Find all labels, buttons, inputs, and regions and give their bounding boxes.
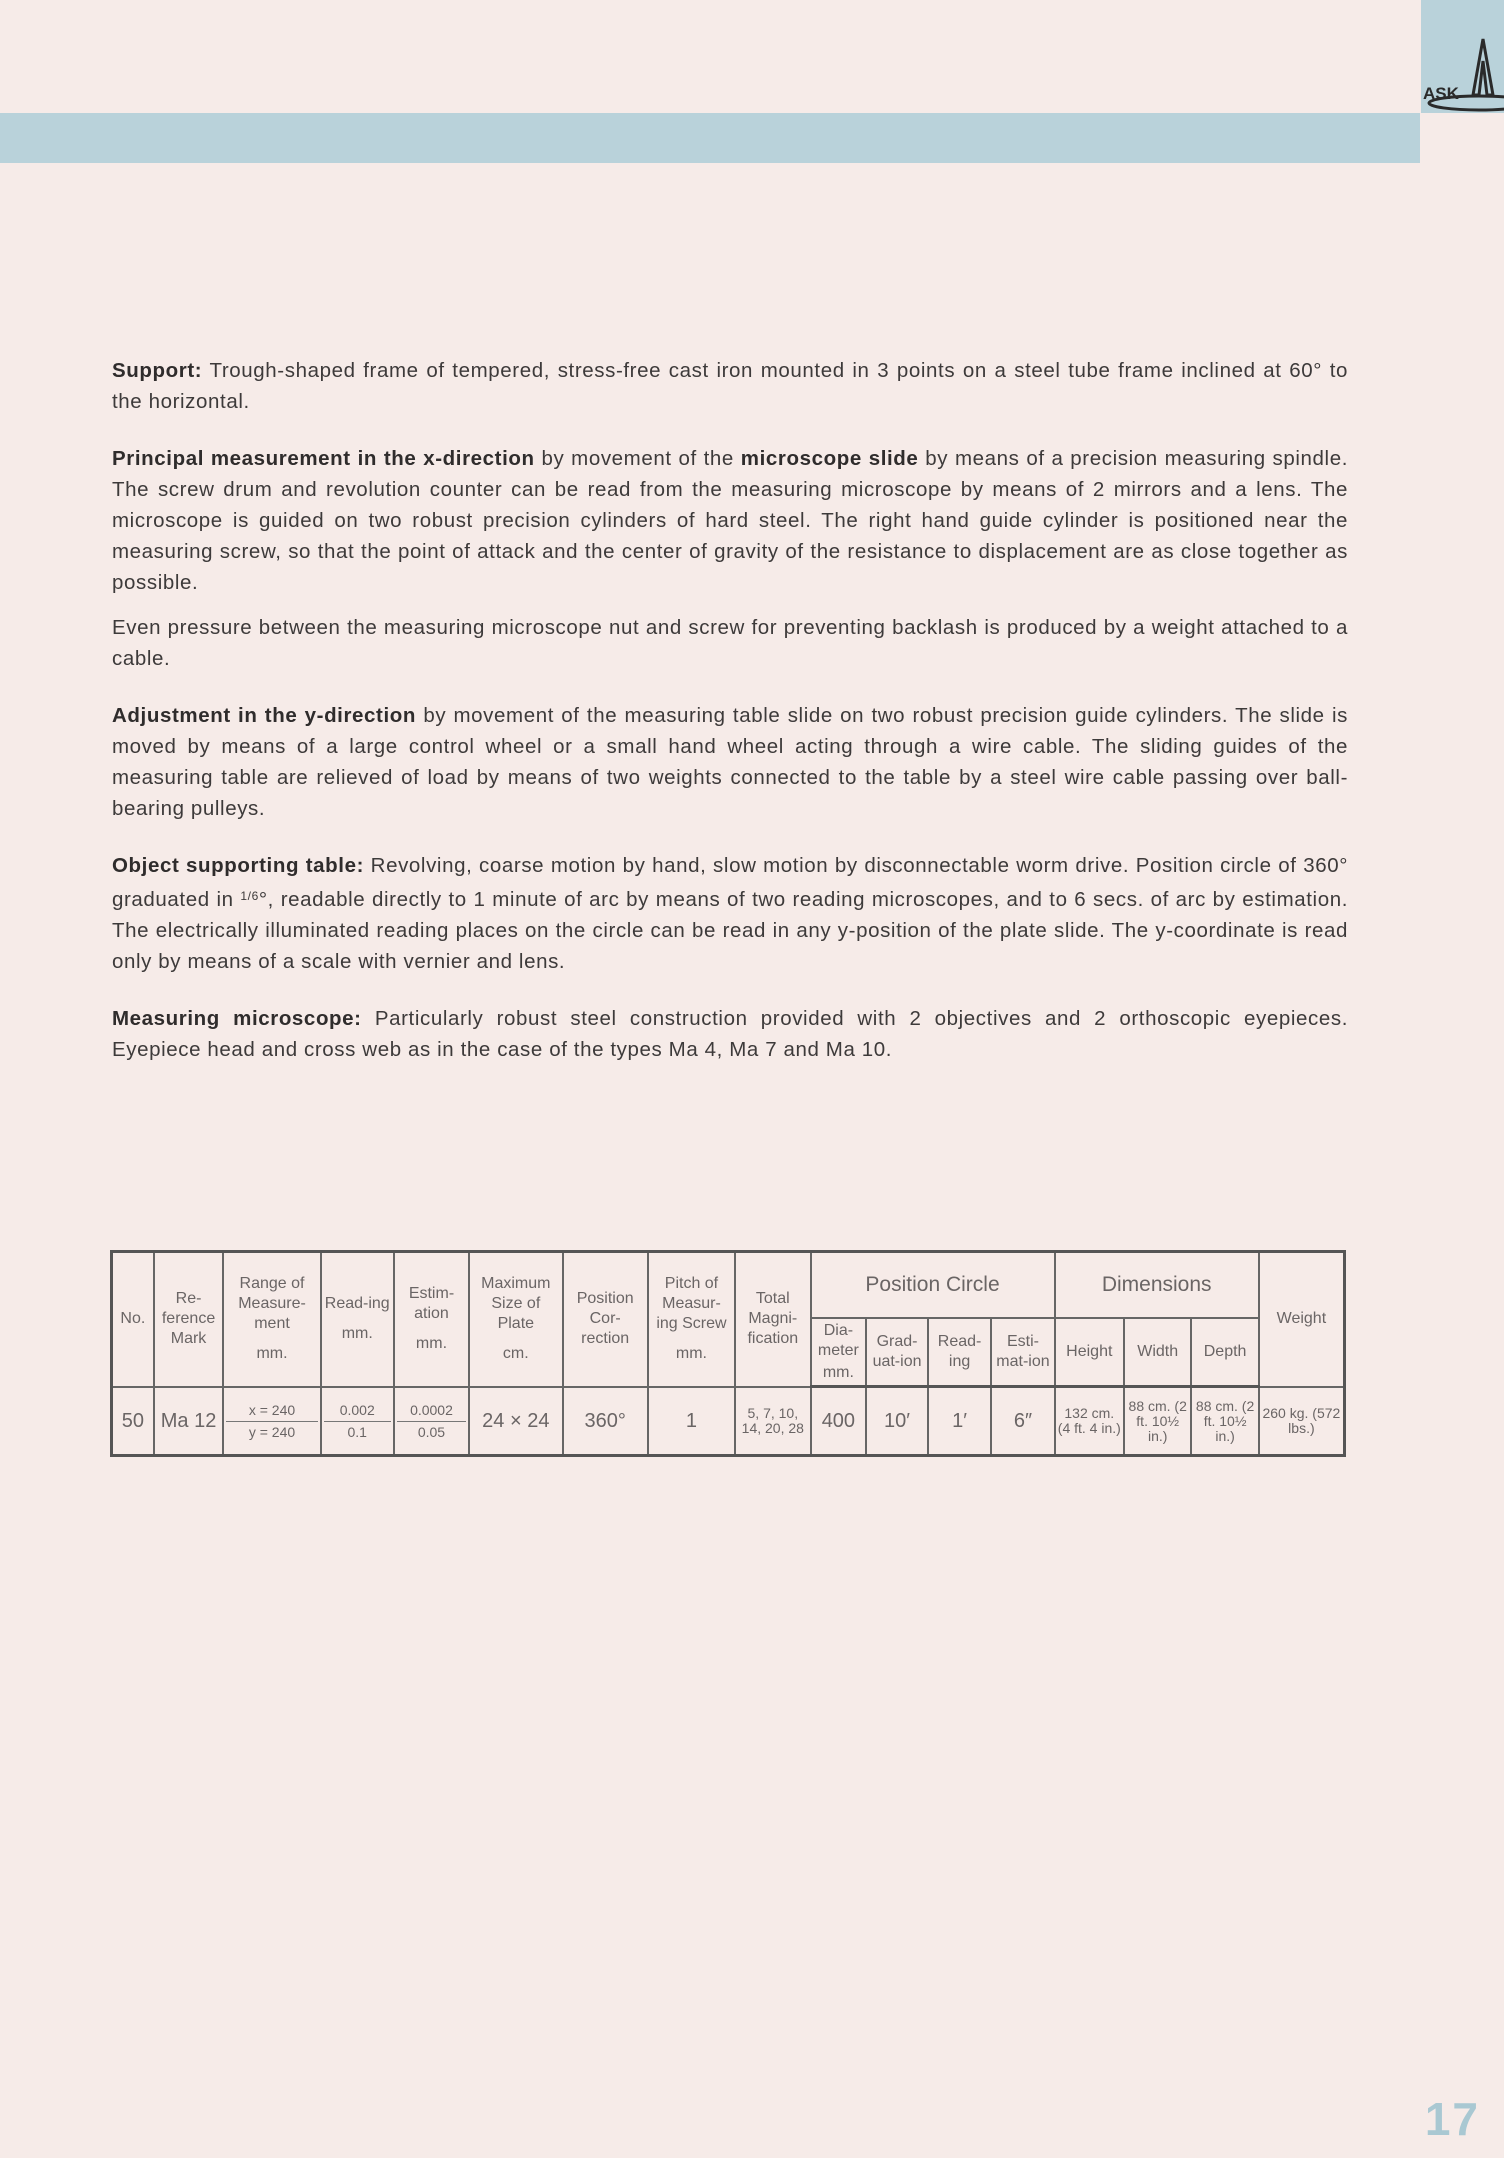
inline-bold-term: microscope slide — [740, 447, 919, 470]
col-header-estimation: Estim-ation mm. — [394, 1252, 469, 1387]
paragraph-text: Revolving, coarse motion by hand, slow motion by disconnectable worm drive. Position circle of 360° graduated in — [112, 854, 1348, 911]
col-header-graduation: Grad-uat-ion — [866, 1318, 928, 1387]
col-header-no: No. — [112, 1252, 154, 1387]
cell-width: 88 cm. (2 ft. 10½ in.) — [1124, 1387, 1191, 1456]
cell-max-size: 24 × 24 — [469, 1387, 562, 1456]
logo-text: ASK — [1423, 84, 1459, 103]
col-header-pc-reading: Read-ing — [928, 1318, 992, 1387]
col-group-dimensions: Dimensions — [1055, 1252, 1259, 1319]
col-header-pc-estimation: Esti-mat-ion — [991, 1318, 1054, 1387]
paragraph-text: Trough-shaped frame of tempered, stress-free cast iron mounted in 3 points on a steel tube frame inclined at 60° to the horizontal. — [112, 359, 1348, 413]
cell-ref-mark: Ma 12 — [154, 1387, 224, 1456]
paragraph-lead: Object supporting table: — [112, 854, 365, 877]
askania-logo-icon — [1421, 33, 1504, 113]
table-row — [112, 1387, 1345, 1456]
cell-pc-estimation: 6″ — [991, 1387, 1054, 1456]
col-header-reading: Read-ing mm. — [321, 1252, 394, 1387]
paragraph-text: by movement of the — [534, 447, 741, 470]
paragraph-lead: Principal measurement in the x-direction — [112, 447, 535, 470]
col-header-pitch: Pitch of Measur-ing Screw mm. — [648, 1252, 735, 1387]
header-color-band — [0, 113, 1420, 163]
cell-reading: 0.002 0.1 — [321, 1387, 394, 1456]
cell-weight: 260 kg. (572 lbs.) — [1259, 1387, 1345, 1456]
paragraph-lead: Support: — [112, 359, 203, 382]
cell-magnification: 5, 7, 10, 14, 20, 28 — [735, 1387, 810, 1456]
col-header-ref-mark: Re-ference Mark — [154, 1252, 224, 1387]
paragraph-text: Even pressure between the measuring microscope nut and screw for preventing backlash is produced by a weight attached to a cable. — [112, 616, 1348, 670]
col-header-range: Range of Measure-ment mm. — [223, 1252, 320, 1387]
col-header-height: Height — [1055, 1318, 1124, 1387]
page-number: 17 — [1424, 2093, 1480, 2145]
col-header-max-size: Maximum Size of Plate cm. — [469, 1252, 562, 1387]
paragraph-backlash — [112, 612, 1348, 674]
cell-no: 50 — [112, 1387, 154, 1456]
cell-pc-reading: 1′ — [928, 1387, 992, 1456]
cell-diameter: 400 — [811, 1387, 867, 1456]
col-header-pos-correction: Position Cor-rection — [563, 1252, 648, 1387]
paragraph-text: by movement of the measuring table slide on two robust precision guide cylinders. The slide is moved by means of a large control wheel or a small hand wheel acting through a wire cable. The sliding guides of the measuring table are relieved of load by means of two weights connected to the table by a steel wire cable passing over ball-bearing pulleys. — [112, 704, 1348, 820]
cell-pitch: 1 — [648, 1387, 735, 1456]
col-header-diameter: Dia-meter mm. — [811, 1318, 867, 1387]
specification-table — [110, 1250, 1346, 1457]
brand-logo-box — [1421, 0, 1504, 113]
col-header-width: Width — [1124, 1318, 1191, 1387]
paragraph-support — [112, 355, 1348, 417]
cell-graduation: 10′ — [866, 1387, 928, 1456]
cell-estimation: 0.0002 0.05 — [394, 1387, 469, 1456]
cell-range: x = 240 y = 240 — [223, 1387, 320, 1456]
col-header-magnification: Total Magni-fication — [735, 1252, 810, 1387]
cell-depth: 88 cm. (2 ft. 10½ in.) — [1191, 1387, 1258, 1456]
paragraph-lead: Measuring microscope: — [112, 1007, 362, 1030]
paragraph-microscope — [112, 1003, 1348, 1065]
paragraph-y-direction — [112, 700, 1348, 824]
paragraph-text: by means of a precision measuring spindle. The screw drum and revolution counter can be read from the measuring microscope by means of 2 mirrors and a lens. The microscope is guided on two robust precision cylinders of hard steel. The right hand guide cylinder is positioned near the measuring screw, so that the point of attack and the center of gravity of the resistance to displacement are as close together as possible. — [112, 447, 1348, 594]
col-group-position-circle: Position Circle — [811, 1252, 1055, 1319]
body-text — [112, 355, 1348, 1091]
cell-height: 132 cm. (4 ft. 4 in.) — [1055, 1387, 1124, 1456]
col-header-weight: Weight — [1259, 1252, 1345, 1387]
paragraph-object-table — [112, 850, 1348, 977]
col-header-depth: Depth — [1191, 1318, 1258, 1387]
table-header-row — [112, 1252, 1345, 1319]
paragraph-text: °, readable directly to 1 minute of arc by means of two reading microscopes, and to 6 secs. of arc by estimation. The electrically illuminated reading places on the circle can be read in any y-position of the plate slide. The y-coordinate is read only by means of a scale with vernier and lens. — [112, 888, 1348, 973]
paragraph-x-direction — [112, 443, 1348, 598]
fraction: 1/6 — [240, 889, 259, 903]
cell-pos-correction: 360° — [563, 1387, 648, 1456]
paragraph-lead: Adjustment in the y-direction — [112, 704, 417, 727]
paragraph-text: Particularly robust steel construction provided with 2 objectives and 2 orthoscopic eyepieces. Eyepiece head and cross web as in the case of the types Ma 4, Ma 7 and Ma 10. — [112, 1007, 1349, 1061]
